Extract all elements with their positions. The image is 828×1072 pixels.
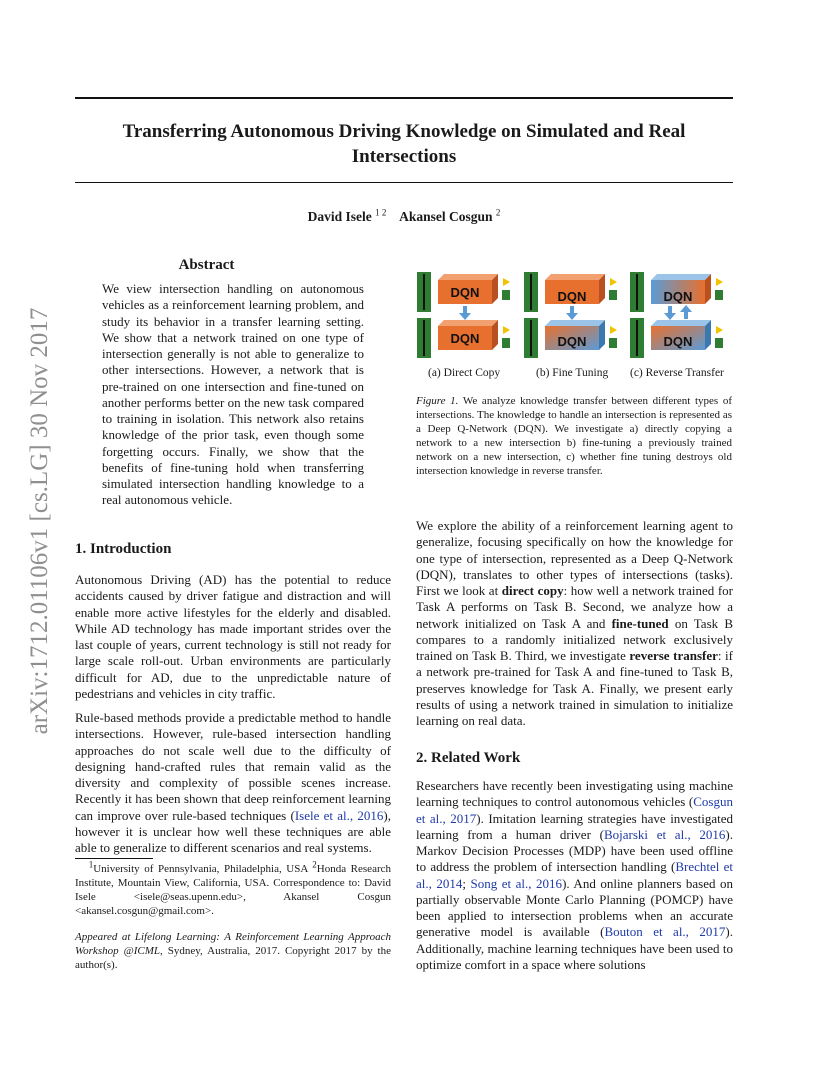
figure-label: Figure 1. bbox=[416, 395, 459, 407]
intro-paragraph: Autonomous Driving (AD) has the potential to reduce accidents caused by driver fatigue and distraction and will enable more active lifestyles for the elderly and disabled. While AD technology has made important strides over the last couple of years, current technology is still not ready for large scale roll-out. Urban environments are particularly difficult for AD, due to the unpredictable nature of pedestrians and vehicles in city traffic. bbox=[75, 572, 391, 701]
paragraph-text: ). Markov Decision Processes (MDP) have been used offline to address the problem of intersection handling ( bbox=[416, 826, 733, 875]
subcaption-c: (c) Reverse Transfer bbox=[630, 367, 724, 379]
citation-link[interactable]: Cosgun et al., 2017 bbox=[416, 794, 733, 826]
citation-link[interactable]: Bojarski et al., 2016 bbox=[603, 826, 726, 842]
author-name: Akansel Cosgun bbox=[399, 209, 493, 224]
abstract-heading: Abstract bbox=[178, 257, 235, 273]
footnote-affiliations bbox=[75, 859, 391, 918]
footnote-marker: 1 bbox=[88, 859, 94, 870]
dqn-label: DQN bbox=[663, 289, 693, 304]
author-affiliation: 1 2 bbox=[375, 207, 387, 218]
bold-term: fine-tuned bbox=[611, 615, 669, 631]
bold-term: direct copy bbox=[501, 583, 564, 598]
dqn-label: DQN bbox=[557, 289, 587, 304]
dqn-label: DQN bbox=[450, 285, 480, 300]
paragraph-text: Rule-based methods provide a predictable method to handle intersections. However, rule-based intersection handling approaches do not scale well due to the difficulty of designing hand-crafted rules that remain valid as the diversity and complexity of possible scenes increase. Recently it has been shown that deep reinforcement learning can improve over rule-based techniques ( bbox=[75, 710, 391, 823]
footnote-rule bbox=[75, 858, 153, 859]
citation-link[interactable]: Bouton et al., 2017 bbox=[604, 924, 726, 940]
figure-1-diagram bbox=[414, 268, 734, 366]
venue-name: Appeared at Lifelong Learning: A Reinforcement Learning Approach Workshop @ICML bbox=[75, 931, 391, 957]
venue-details: , Sydney, Australia, 2017. Copyright 2017 by the author(s). bbox=[75, 945, 391, 971]
section-heading: 1. Introduction bbox=[75, 541, 172, 557]
paragraph-text: on Task B compares to a randomly initialized network exclusively trained on Task B. Third, we investigate bbox=[416, 615, 733, 663]
bold-term: reverse transfer bbox=[629, 648, 718, 663]
dqn-label: DQN bbox=[557, 334, 587, 349]
intro-paragraph-right bbox=[416, 518, 733, 729]
dqn-label: DQN bbox=[663, 334, 693, 349]
title-top-rule bbox=[75, 97, 733, 99]
caption-text: We analyze knowledge transfer between different types of intersections. The knowledge to handle an intersection is represented as a Deep Q-Network (DQN). We investigate a) directly copying a network to a new intersection b) fine-tuning a previously trained network on a new intersection, c) whether fine tuning destroys old intersection knowledge in reverse transfer. bbox=[416, 395, 732, 477]
paragraph-text: We explore the ability of a reinforcement learning agent to generalize, focusing specifically on how the knowledge for one type of intersection, represented as a Deep Q-Network (DQN), translates to other types of intersections (tasks). First we look at bbox=[416, 518, 733, 598]
figure-caption bbox=[416, 394, 732, 478]
paragraph-text: ). Additionally, machine learning techniques have been used to optimize comfort in a space where solutions bbox=[416, 924, 733, 972]
citation-link[interactable]: Song et al., 2016 bbox=[470, 875, 563, 891]
paragraph-text: ). Imitation learning strategies have investigated learning from a human driver ( bbox=[416, 810, 734, 842]
section-heading: 2. Related Work bbox=[416, 750, 521, 766]
citation-link[interactable]: Brechtel et al., 2014 bbox=[416, 859, 733, 891]
footnote-marker: 2 bbox=[312, 859, 317, 870]
paragraph-text: ), however it is unclear how well these techniques are able able to generalize to different scenarios and real systems. bbox=[75, 807, 391, 855]
title-bottom-rule bbox=[75, 182, 733, 183]
related-work-paragraph bbox=[416, 778, 733, 973]
paper-title: Transferring Autonomous Driving Knowledge on Simulated and Real Intersections bbox=[122, 121, 686, 167]
subcaption-a: (a) Direct Copy bbox=[428, 367, 501, 379]
footnote-text: University of Pennsylvania, Philadelphia, USA bbox=[93, 863, 313, 875]
arxiv-stamp: arXiv:1712.01106v1 [cs.LG] 30 Nov 2017 bbox=[26, 307, 53, 735]
author-affiliation: 2 bbox=[495, 207, 501, 218]
subcaption-b: (b) Fine Tuning bbox=[536, 367, 609, 379]
footnote-venue bbox=[75, 930, 391, 972]
citation-link[interactable]: Isele et al., 2016 bbox=[294, 807, 384, 823]
paragraph-text: Researchers have recently been investigating using machine learning techniques to control autonomous vehicles ( bbox=[416, 778, 733, 810]
abstract-text: We view intersection handling on autonomous vehicles as a reinforcement learning problem, and study its behavior in a transfer learning setting. We show that a network trained on one type of intersection generally is not able to generalize to other intersections. However, a network that is pre-trained on one intersection and fine-tuned on another performs better on the new task compared to training in isolation. This network also retains knowledge of the prior task, even though some forgetting occurs. Finally, we show that the benefits of fine-tuning hold when transferring simulated intersection handling knowledge to a real autonomous vehicle. bbox=[102, 281, 364, 508]
paragraph-text: : how well a network trained for Task A performs on Task B. Second, we analyze how a network initialized on Task A and bbox=[416, 583, 733, 631]
intro-paragraph bbox=[75, 710, 391, 856]
author-name: David Isele bbox=[307, 209, 372, 224]
paragraph-text: : if a network pre-trained for Task A and fine-tuned to Task B, preserves knowledge for Task A. Finally, we present early results of using a network trained in simulation to initialize learning on real data. bbox=[416, 648, 733, 728]
author-list bbox=[75, 209, 733, 225]
dqn-label: DQN bbox=[450, 331, 480, 346]
paragraph-text: ). And online planners based on partially observable Monte Carlo Planning (POMCP) have been applied to intersection problems when an accurate generative model is available ( bbox=[416, 875, 733, 940]
footnote-text: Honda Research Institute, Mountain View, California, USA. Correspondence to: David Isele <isele@seas.upenn.edu>, Akansel Cosgun <akansel.cosgun@gmail.com>. bbox=[75, 863, 391, 917]
paragraph-text: ; bbox=[462, 875, 471, 891]
